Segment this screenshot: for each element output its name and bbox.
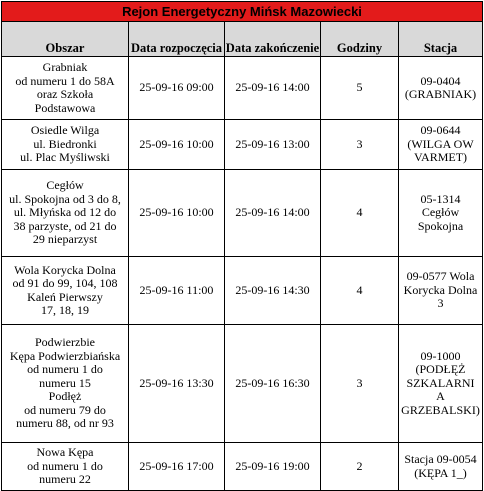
outage-table-wrapper xyxy=(1,1,482,491)
area-cell: Nowa Kępa od numeru 1 do numeru 22 xyxy=(2,443,129,491)
header-station: Stacja xyxy=(399,22,483,57)
station-cell: 09-0644 (WILGA OW VARMET) xyxy=(399,120,483,170)
header-area: Obszar xyxy=(2,22,129,57)
header-start-date: Data rozpoczęcia xyxy=(129,22,225,57)
area-cell: Wola Korycka Dolna od 91 do 99, 104, 108 Kaleń Pierwszy 17, 18, 19 xyxy=(2,257,129,325)
table-row xyxy=(2,57,483,120)
header-row xyxy=(2,22,483,57)
start-cell: 25-09-16 10:00 xyxy=(129,170,225,257)
hours-cell: 5 xyxy=(321,57,399,120)
station-cell: Stacja 09-0054 (KĘPA 1_) xyxy=(399,443,483,491)
end-cell: 25-09-16 13:00 xyxy=(225,120,321,170)
area-cell: Osiedle Wilga ul. Biedronki ul. Plac Myśliwski xyxy=(2,120,129,170)
start-cell: 25-09-16 17:00 xyxy=(129,443,225,491)
hours-cell: 3 xyxy=(321,325,399,443)
hours-cell: 3 xyxy=(321,120,399,170)
header-end-date: Data zakończenie xyxy=(225,22,321,57)
area-cell: Podwierzbie Kępa Podwierzbiańska od numeru 1 do numeru 15 Podłęż od numeru 79 do numeru 88, od nr 93 xyxy=(2,325,129,443)
end-cell: 25-09-16 14:30 xyxy=(225,257,321,325)
area-cell: Cegłów ul. Spokojna od 3 do 8, ul. Młyńska od 12 do 38 parzyste, od 21 do 29 nieparzyst xyxy=(2,170,129,257)
table-row xyxy=(2,120,483,170)
start-cell: 25-09-16 11:00 xyxy=(129,257,225,325)
table-title: Rejon Energetyczny Mińsk Mazowiecki xyxy=(2,2,483,22)
hours-cell: 4 xyxy=(321,257,399,325)
header-hours: Godziny xyxy=(321,22,399,57)
end-cell: 25-09-16 14:00 xyxy=(225,170,321,257)
hours-cell: 2 xyxy=(321,443,399,491)
end-cell: 25-09-16 19:00 xyxy=(225,443,321,491)
table-row xyxy=(2,170,483,257)
end-cell: 25-09-16 14:00 xyxy=(225,57,321,120)
start-cell: 25-09-16 13:30 xyxy=(129,325,225,443)
table-row xyxy=(2,325,483,443)
station-cell: 09-0404 (GRABNIAK) xyxy=(399,57,483,120)
station-cell: 05-1314 Cegłów Spokojna xyxy=(399,170,483,257)
outage-table xyxy=(1,1,483,491)
end-cell: 25-09-16 16:30 xyxy=(225,325,321,443)
area-cell: Grabniak od numeru 1 do 58A oraz Szkoła Podstawowa xyxy=(2,57,129,120)
table-row xyxy=(2,257,483,325)
hours-cell: 4 xyxy=(321,170,399,257)
station-cell: 09-0577 Wola Korycka Dolna 3 xyxy=(399,257,483,325)
start-cell: 25-09-16 09:00 xyxy=(129,57,225,120)
start-cell: 25-09-16 10:00 xyxy=(129,120,225,170)
table-row xyxy=(2,443,483,491)
station-cell: 09-1000 (PODŁĘŻ SZKALARNI A GRZEBALSKI) xyxy=(399,325,483,443)
